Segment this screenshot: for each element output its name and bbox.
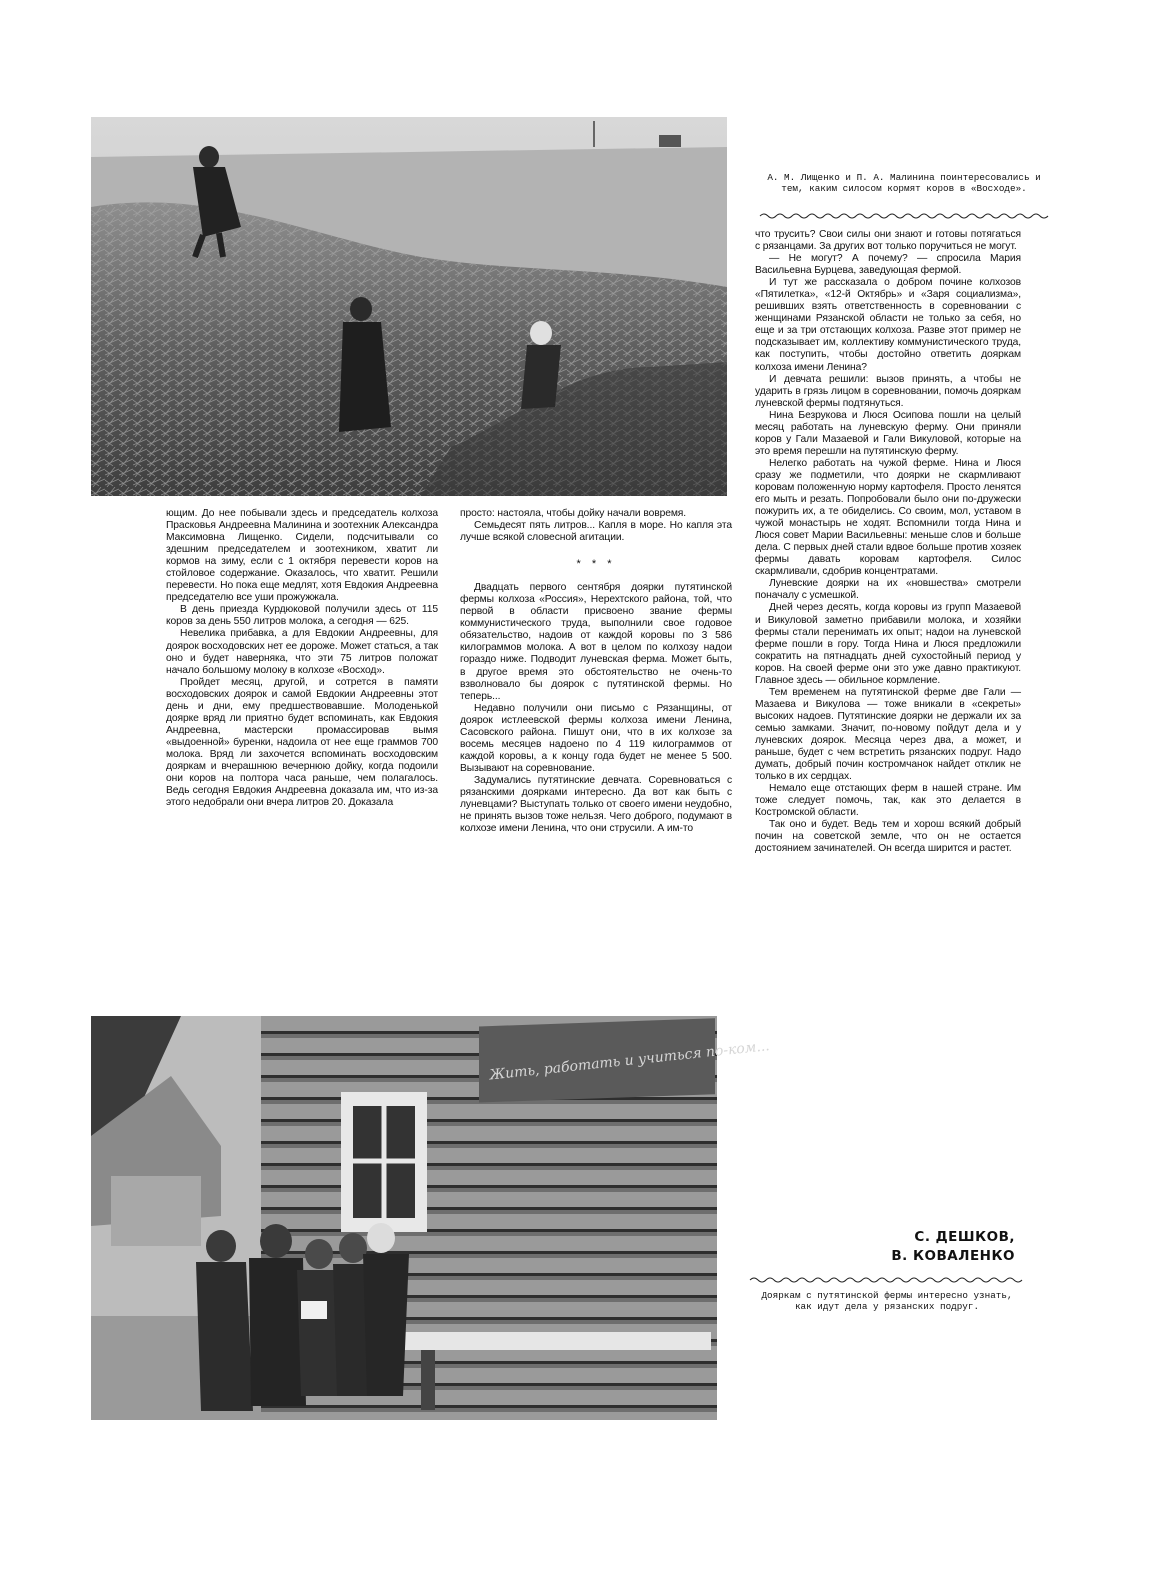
paragraph: Невелика прибавка, а для Евдокии Андреевны, для доярок восходовских нет ее дороже. Может статься, а так оно и будет наверняка, что эти 75 литров положат начало большому молоку в колхозе «Восход». [166,628,438,676]
paragraph: Семьдесят пять литров... Капля в море. Но капля эта лучше всякой словесной агитации. [460,520,732,544]
paragraph: В день приезда Курдюковой получили здесь от 115 коров за день 550 литров молока, а сегодня — 625. [166,604,438,628]
article-column-2 [460,508,732,835]
paragraph: Нина Безрукова и Люся Осипова пошли на целый месяц работать на луневскую ферму. Они приняли коров у Гали Мазаевой и Гали Викуловой, которые на это время перешли на путятинскую ферму. [755,409,1021,457]
photo-silage-field [91,117,727,496]
paragraph: ющим. До нее побывали здесь и председатель колхоза Прасковья Андреевна Малинина и зоотехник Александра Максимовна Лищенко. Сидели, подсчитывали со здешним председателем и зоотехником, хватит ли кормов на зиму, если с 1 октября перевести коров на стойловое содержание. Оказалось, что хватит. Решили перевести. Но пока еще медлят, хотя Евдокия Андреевна председателю все уши прожужжала. [166,508,438,604]
paragraph: Пройдет месяц, другой, и сотрется в памяти восходовских доярок и самой Евдокии Андреевны этот день и дни, ему предшествовавшие. Молоденькой доярке вряд ли приятно будет вспоминать, как Евдокия Андреевна, мастерски промассировав вымя «выдоенной» буренки, надоила от нее еще граммов 700 молока. Вряд ли захочется вспоминать восходовским дояркам и вчерашнюю вечернюю дойку, когда подоили они коров на полтора часа раньше, чем полагалось. Ведь сегодня Евдокия Андреевна доказала им, что из-за этого недобрали они вчера литров 20. Доказала [166,676,438,809]
wave-divider-bottom [750,1276,1022,1284]
paragraph: что трусить? Свои силы они знают и готовы потягаться с рязанцами. За других вот только поручиться не могут. [755,229,1021,253]
paragraph: Нелегко работать на чужой ферме. Нина и Люся сразу же подметили, что доярки не скармливают коровам положенную норму картофеля. Просто ленятся его мыть и резать. Попробовали было они по-дружески пожурить их, а те обиделись. Со своим, мол, уставом в чужой монастырь не ходят. Вспомнили тогда Нина и Люся совет Марии Васильевны: меньше слов и больше дела. С первых дней стали вдвое больше против хозяек фермы давать коровам картофеля. Силос скармливали, сдобрив концентратами. [755,457,1021,578]
article-column-1 [166,508,438,809]
wave-divider-top [760,212,1048,220]
paragraph: Тем временем на путятинской ферме две Гали — Мазаева и Викулова — тоже вникали в «секреты» высоких надоев. Путятинские доярки не держали их за семью замками. Значит, по-новому пойдут дела и у луневских доярок. Месяца через два, а может, и раньше, будет с чем встретить рязанских подруг. Надо думать, добрый почин костромчанок найдет отклик не только в их сердцах. [755,686,1021,783]
author-name-2: В. КОВАЛЕНКО [891,1248,1015,1264]
paragraph: — Не могут? А почему? — спросила Мария Васильевна Бурцева, заведующая фермой. [755,253,1021,277]
caption-top: А. М. Лищенко и П. А. Малинина поинтересовались и тем, каким силосом кормят коров в «Восходе». [767,172,1041,194]
paragraph: Немало еще отстающих ферм в нашей стране. Им тоже следует помочь, так, как это делается в Костромской области. [755,783,1021,819]
caption-bottom: Дояркам с путятинской фермы интересно узнать, как идут дела у рязанских подруг. [761,1290,1013,1312]
paragraph: Так оно и будет. Ведь тем и хорош всякий добрый почин на советской земле, что он не остается достоянием зачинателей. Он всегда ширится и растет. [755,819,1021,855]
article-column-3 [755,229,1021,855]
paragraph: И тут же рассказала о добром почине колхозов «Пятилетка», «12-й Октябрь» и «Заря социализма», решивших взять ответственность в соревновании с женщинами Рязанской области не только за себя, но еще и за три отстающих колхоза. Разве этот пример не подсказывает им, коллективу коммунистического труда, как поступить, чтобы достойно ответить дояркам колхоза имени Ленина? [755,277,1021,373]
paragraph: Луневские доярки на их «новшества» смотрели поначалу с усмешкой. [755,578,1021,602]
section-separator: * * * [576,558,616,571]
paragraph: Дней через десять, когда коровы из групп Мазаевой и Викуловой заметно прибавили молока, и хозяйки фермы стали перенимать их опыт; надои на луневской ферме пошли в гору. Тогда Нина и Люся предложили сократить на пятнадцать дней сухостойный период у коров. На своей ферме они это уже давно практикуют. Главное здесь — обильное кормление. [755,602,1021,686]
paragraph: И девчата решили: вызов принять, а чтобы не ударить в грязь лицом в соревновании, помочь дояркам луневской фермы подтянуться. [755,373,1021,409]
paragraph: просто: настояла, чтобы дойку начали вовремя. [460,508,687,519]
paragraph: Недавно получили они письмо с Рязанщины, от доярок истлеевской фермы колхоза имени Ленина, Сасовского района. Пишут они, что в их колхозе за восемь месяцев надоено по 4 119 килограммов от каждой коровы, а к концу года будет не менее 5 500. Вызывают на соревнование. [460,702,732,774]
banner-slogan: Жить, работать и учиться по-ком... [488,1038,771,1084]
photo-milkmaids-log-house [91,1016,771,1420]
paragraph: Двадцать первого сентября доярки путятинской фермы колхоза «Россия», Нерехтского района, той, что первой в области присвоено звание фермы коммунистического труда, выполнили свое годовое обязательство, надоив от каждой коровы по 3 586 килограммов молока. А вот в целом по колхозу надои гораздо ниже. Подводит луневская ферма. Может быть, в другое время это обстоятельство не очень-то взволновало бы доярок с путятинской фермы. Но теперь... [460,582,732,702]
author-name-1: С. ДЕШКОВ, [914,1229,1015,1245]
paragraph: Задумались путятинские девчата. Соревноваться с рязанскими доярками интересно. Да вот как быть с луневцами? Выступать только от своего имени неудобно, не принять вызов тоже нельзя. Чего доброго, подумают в колхозе имени Ленина, что они струсили. А им-то [460,774,732,835]
